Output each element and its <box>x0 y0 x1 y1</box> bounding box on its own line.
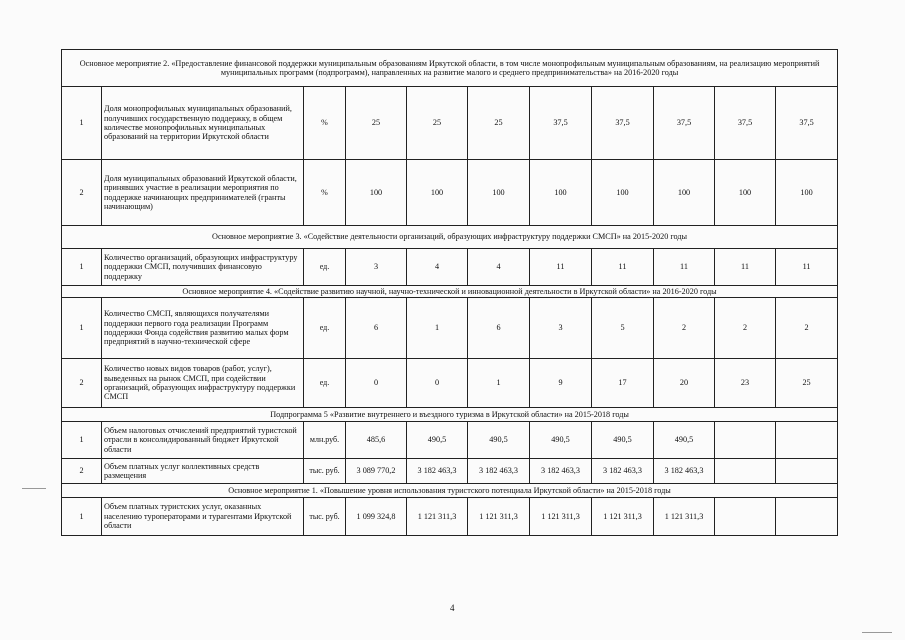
row-number: 1 <box>62 249 102 286</box>
value-cell: 4 <box>407 249 468 286</box>
value-cell: 490,5 <box>654 422 715 459</box>
indicator-name: Объем платных туристских услуг, оказанных населению туроператорами и турагентами Иркутской области <box>102 498 304 536</box>
table-row <box>62 459 838 484</box>
value-cell: 3 182 463,3 <box>407 459 468 484</box>
value-cell: 490,5 <box>468 422 530 459</box>
value-cell: 0 <box>346 359 407 408</box>
unit-cell: тыс. руб. <box>304 498 346 536</box>
scan-artifact <box>22 488 46 489</box>
value-cell: 2 <box>715 298 776 359</box>
section-heading: Основное мероприятие 1. «Повышение уровня использования туристского потенциала Иркутской области» на 2015-2018 годы <box>62 484 838 498</box>
indicator-name: Количество организаций, образующих инфраструктуру поддержки СМСП, получивших финансовую поддержку <box>102 249 304 286</box>
value-cell: 490,5 <box>407 422 468 459</box>
value-cell: 1 121 311,3 <box>654 498 715 536</box>
value-cell: 100 <box>776 160 838 226</box>
scan-artifact <box>862 632 892 633</box>
section-heading-row <box>62 408 838 422</box>
indicator-name: Объем налоговых отчислений предприятий туристской отрасли в консолидированный бюджет Иркутской области <box>102 422 304 459</box>
value-cell: 490,5 <box>530 422 592 459</box>
table-row <box>62 249 838 286</box>
section-heading: Основное мероприятие 2. «Предоставление финансовой поддержки муниципальным образованиям Иркутской области, в том числе монопрофильным муниципальным образованиям, на реализацию мероприятий муниципальных программ (подпрограмм), направленных на развитие малого и среднего предпринимательства» на 2016-2020 годы <box>62 50 838 87</box>
value-cell: 17 <box>592 359 654 408</box>
value-cell: 25 <box>468 87 530 160</box>
section-heading-row <box>62 226 838 249</box>
value-cell <box>715 422 776 459</box>
section-heading-row <box>62 50 838 87</box>
value-cell: 11 <box>715 249 776 286</box>
value-cell: 6 <box>346 298 407 359</box>
value-cell: 1 121 311,3 <box>407 498 468 536</box>
value-cell: 100 <box>468 160 530 226</box>
row-number: 2 <box>62 160 102 226</box>
table-row <box>62 87 838 160</box>
indicator-name: Доля муниципальных образований Иркутской области, принявших участие в реализации мероприятия по поддержке начинающих предпринимателей (гранты начинающим) <box>102 160 304 226</box>
table-row <box>62 422 838 459</box>
value-cell: 1 <box>468 359 530 408</box>
unit-cell: млн.руб. <box>304 422 346 459</box>
value-cell: 11 <box>592 249 654 286</box>
value-cell: 2 <box>776 298 838 359</box>
value-cell: 37,5 <box>654 87 715 160</box>
value-cell <box>715 498 776 536</box>
value-cell: 0 <box>407 359 468 408</box>
value-cell: 3 182 463,3 <box>468 459 530 484</box>
value-cell: 5 <box>592 298 654 359</box>
value-cell: 100 <box>654 160 715 226</box>
value-cell: 1 <box>407 298 468 359</box>
value-cell: 9 <box>530 359 592 408</box>
value-cell: 100 <box>592 160 654 226</box>
value-cell: 100 <box>715 160 776 226</box>
row-number: 1 <box>62 87 102 160</box>
unit-cell: ед. <box>304 249 346 286</box>
unit-cell: % <box>304 160 346 226</box>
value-cell: 37,5 <box>776 87 838 160</box>
indicators-table <box>61 49 838 536</box>
value-cell: 100 <box>346 160 407 226</box>
value-cell: 20 <box>654 359 715 408</box>
value-cell: 37,5 <box>592 87 654 160</box>
row-number: 1 <box>62 498 102 536</box>
row-number: 2 <box>62 359 102 408</box>
value-cell: 25 <box>407 87 468 160</box>
value-cell: 2 <box>654 298 715 359</box>
section-heading: Основное мероприятие 4. «Содействие развитию научной, научно-технической и инновационной деятельности в Иркутской области» на 2016-2020 годы <box>62 286 838 298</box>
value-cell: 3 182 463,3 <box>654 459 715 484</box>
row-number: 1 <box>62 422 102 459</box>
table-row <box>62 359 838 408</box>
row-number: 2 <box>62 459 102 484</box>
value-cell: 100 <box>530 160 592 226</box>
value-cell: 3 <box>530 298 592 359</box>
indicator-name: Доля монопрофильных муниципальных образований, получивших государственную поддержку, в общем количестве монопрофильных муниципальных образований на территории Иркутской области <box>102 87 304 160</box>
page-number: 4 <box>450 603 455 613</box>
value-cell: 3 182 463,3 <box>530 459 592 484</box>
value-cell: 37,5 <box>530 87 592 160</box>
value-cell <box>776 459 838 484</box>
section-heading: Основное мероприятие 3. «Содействие деятельности организаций, образующих инфраструктуру поддержки СМСП» на 2015-2020 годы <box>62 226 838 249</box>
unit-cell: ед. <box>304 359 346 408</box>
value-cell: 100 <box>407 160 468 226</box>
section-heading: Подпрограмма 5 «Развитие внутреннего и въездного туризма в Иркутской области» на 2015-2018 годы <box>62 408 838 422</box>
row-number: 1 <box>62 298 102 359</box>
table-row <box>62 498 838 536</box>
table-row <box>62 298 838 359</box>
value-cell: 485,6 <box>346 422 407 459</box>
indicator-name: Количество новых видов товаров (работ, услуг), выведенных на рынок СМСП, при содействии организаций, образующих инфраструктуру поддержки СМСП <box>102 359 304 408</box>
value-cell: 11 <box>530 249 592 286</box>
unit-cell: тыс. руб. <box>304 459 346 484</box>
value-cell: 3 182 463,3 <box>592 459 654 484</box>
value-cell: 3 <box>346 249 407 286</box>
value-cell: 1 121 311,3 <box>530 498 592 536</box>
value-cell: 25 <box>776 359 838 408</box>
unit-cell: % <box>304 87 346 160</box>
section-heading-row <box>62 286 838 298</box>
value-cell: 4 <box>468 249 530 286</box>
table-row <box>62 160 838 226</box>
indicator-name: Объем платных услуг коллективных средств размещения <box>102 459 304 484</box>
value-cell: 37,5 <box>715 87 776 160</box>
value-cell <box>715 459 776 484</box>
value-cell: 25 <box>346 87 407 160</box>
value-cell <box>776 498 838 536</box>
indicator-name: Количество СМСП, являющихся получателями поддержки первого года реализации Программ поддержки Фонда содействия развитию малых форм предприятий в научно-технической сфере <box>102 298 304 359</box>
value-cell: 6 <box>468 298 530 359</box>
value-cell <box>776 422 838 459</box>
value-cell: 11 <box>776 249 838 286</box>
value-cell: 1 121 311,3 <box>592 498 654 536</box>
unit-cell: ед. <box>304 298 346 359</box>
value-cell: 1 121 311,3 <box>468 498 530 536</box>
section-heading-row <box>62 484 838 498</box>
value-cell: 490,5 <box>592 422 654 459</box>
value-cell: 1 099 324,8 <box>346 498 407 536</box>
value-cell: 11 <box>654 249 715 286</box>
value-cell: 23 <box>715 359 776 408</box>
value-cell: 3 089 770,2 <box>346 459 407 484</box>
